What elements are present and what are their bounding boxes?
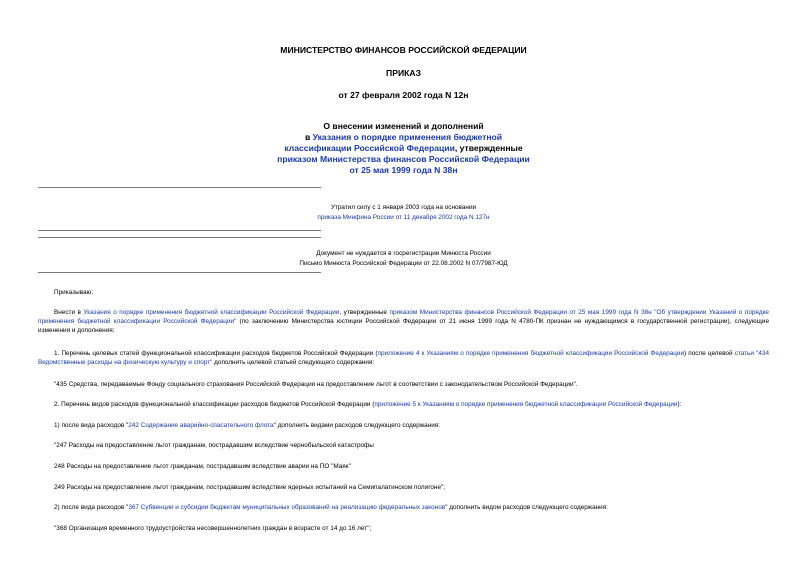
article-435-quote: "435 Средства, передаваемые Фонду социального страхования Российской Федерации на предоставление льгот в соответствии с законодательством Российской Федерации". [54, 381, 578, 388]
expense-367-link[interactable]: 367 Субвенции и субсидии бюджетам муниципальных образований на реализацию федеральных законов [128, 504, 446, 511]
expense-368-quote: "368 Организация временного трудоустройства несовершеннолетних граждан в возрасте от 14 до 16 лет"; [54, 525, 372, 532]
status-note [0, 203, 807, 222]
expense-247-quote: "247 Расходы на предоставление льгот гражданам, пострадавшим вследствие чернобыльской катастрофы [54, 442, 374, 449]
intro-paragraph: Внести в Указания о порядке применения бюджетной классификации Российской Федерации, утвержденные приказом Министерства финансов Российской Федерации от 25 мая 1999 года N 38н "Об утверждении Указаний о порядке применения бюджетной классификации Российской Федерации" (по заключению Министерства юстиции Российской Федерации от 21 июня 1999 года N 4780-ПК признан не нуждающимся в государственной регистрации), следующие изменения и дополнения: [38, 309, 769, 334]
appendix-5-link[interactable]: приложение 5 к Указаниям о порядке применения бюджетной классификации Российской Федерации [374, 401, 678, 408]
registration-note-line2: Письмо Минюста Российской Федерации от 22.08.2002 N 07/7987-ЮД [299, 260, 508, 267]
divider [38, 237, 321, 238]
order-title-line2: в Указания о порядке применения бюджетной [304, 132, 503, 142]
base-order-link[interactable]: приказом Министерства финансов Российской Федерации [277, 154, 530, 164]
order-title [0, 121, 807, 176]
ministry-heading: МИНИСТЕРСТВО ФИНАНСОВ РОССИЙСКОЙ ФЕДЕРАЦИИ [280, 45, 527, 55]
order-date-number: от 27 февраля 2002 года N 12н [338, 90, 469, 100]
subitem-1-paragraph: 1) после вида расходов "242 Содержание аварийно-спасательного флота" дополнить видами расходов следующего содержания: [54, 422, 440, 429]
instructions-link[interactable]: Указания о порядке применения бюджетной [312, 132, 503, 142]
expense-249-quote: 249 Расходы на предоставление льгот гражданам, пострадавшим вследствие ядерных испытаний на Семипалатинском полигоне"; [54, 484, 446, 491]
appendix-4-link[interactable]: приложение 4 к Указаниям о порядке применения бюджетной классификации Российской Федерации [377, 350, 685, 357]
order-type-heading: ПРИКАЗ [386, 68, 421, 78]
repeal-order-link[interactable]: приказа Минфина России от 11 декабря 2002 года N 127н [317, 214, 490, 221]
order-statement: Приказываю: [54, 289, 94, 296]
expense-248-quote: 248 Расходы на предоставление льгот гражданам, пострадавшим вследствие аварии на ПО "Маяк" [54, 463, 351, 470]
divider [38, 272, 321, 273]
instructions-link-cont[interactable]: классификации Российской Федерации [284, 143, 455, 153]
order-title-line3: классификации Российской Федерации, утвержденные [284, 143, 523, 153]
subitem-2-paragraph: 2) после вида расходов "367 Субвенции и субсидии бюджетам муниципальных образований на реализацию федеральных законов" дополнить видом расходов следующего содержания: [54, 504, 608, 511]
base-order-link-cont[interactable]: от 25 мая 1999 года N 38н [349, 165, 458, 175]
item-2-paragraph: 2. Перечень видов расходов функциональной классификации расходов бюджетов Российской Федерации (приложение 5 к Указаниям о порядке применения бюджетной классификации Российской Федерации): [54, 401, 682, 408]
order-title-line4 [0, 154, 807, 165]
registration-note [0, 249, 807, 268]
item-1-paragraph: 1. Перечень целевых статей функциональной классификации расходов бюджетов Российской Федерации (приложение 4 к Указаниям о порядке применения бюджетной классификации Российской Федерации) после целевой статьи "434 Ведомственные расходы на физическую культуру и спорт" дополнить целевой статьей следующего содержания: [38, 350, 769, 366]
expense-242-link[interactable]: 242 Содержание аварийно-спасательного флота [128, 422, 274, 429]
status-note-text: Утратил силу с 1 января 2003 года на основании [330, 204, 477, 211]
divider [38, 230, 321, 231]
order-title-line5 [0, 165, 807, 176]
order-title-line1: О внесении изменений и дополнений [323, 121, 484, 131]
article-434-link[interactable]: статьи "434 Ведомственные расходы на физическую культуру и спорт" [38, 350, 769, 366]
intro-order-link[interactable]: приказом Министерства финансов Российской Федерации от 25 мая 1999 года N 38н "Об утверждении Указаний о порядке применения бюджетной классификации Российской Федерации" [38, 309, 769, 325]
intro-instructions-link[interactable]: Указания о порядке применения бюджетной классификации Российской Федерации [83, 309, 340, 316]
divider [38, 187, 321, 188]
registration-note-line1: Документ не нуждается в госрегистрации Минюста России [316, 250, 491, 257]
